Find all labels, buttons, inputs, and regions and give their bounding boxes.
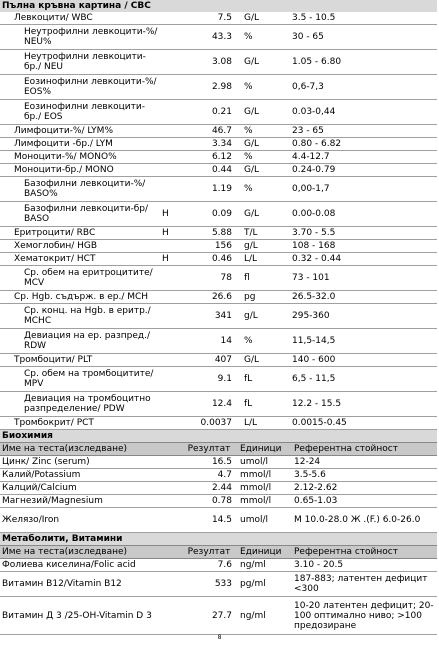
test-name [0, 266, 160, 291]
test-name [0, 367, 160, 392]
result-flag [160, 266, 180, 291]
table-row [0, 266, 437, 291]
result-unit: G/L [238, 138, 286, 151]
table-row [0, 597, 437, 635]
reference-range: 6,5 - 11,5 [286, 367, 437, 392]
col-header-ref: Референтна стойност [288, 546, 437, 559]
result-flag [160, 164, 180, 177]
table-row [0, 417, 437, 430]
test-name-text: Ср. обем на тромбоцитите/ MPV [24, 369, 154, 389]
result-unit: fL [238, 392, 286, 417]
test-name-text: Ср. обем на еритроцитите/ MCV [24, 268, 153, 288]
table-row [0, 227, 437, 240]
result-flag [160, 392, 180, 417]
col-header-result: Резултат [180, 443, 238, 456]
result-unit: G/L [238, 164, 286, 177]
result-unit: g/L [238, 304, 286, 329]
table-row [0, 304, 437, 329]
metabolites-column-headers [0, 546, 437, 559]
table-row [0, 240, 437, 253]
table-row [0, 482, 437, 495]
result-value: 16.5 [180, 456, 238, 469]
result-unit: % [238, 125, 286, 138]
section-title: Метаболити, Витамини [0, 533, 437, 546]
table-row [0, 508, 437, 533]
test-name: Еритроцити/ RBC [0, 227, 160, 240]
table-row [0, 572, 437, 597]
test-name: Калий/Potassium [0, 469, 180, 482]
result-value: 7.5 [180, 12, 238, 25]
result-flag [160, 100, 180, 125]
result-value: 2.44 [180, 482, 238, 495]
col-header-result: Резултат [180, 546, 238, 559]
table-row [0, 202, 437, 227]
result-unit: fL [238, 367, 286, 392]
test-name: Лимфоцити-%/ LYM% [0, 125, 160, 138]
reference-range: 0.0015-0.45 [286, 417, 437, 430]
test-name: Калций/Calcium [0, 482, 180, 495]
result-flag [160, 125, 180, 138]
test-name [0, 177, 160, 202]
table-row [0, 456, 437, 469]
result-value: 27.7 [180, 597, 238, 635]
result-value: 14 [180, 329, 238, 354]
result-unit: ng/ml [238, 597, 288, 635]
table-row [0, 25, 437, 50]
reference-range: 0.65-1.03 [288, 495, 437, 508]
test-name: Тромбоцити/ PLT [0, 354, 160, 367]
reference-range: 0,6-7,3 [286, 75, 437, 100]
result-value: 341 [180, 304, 238, 329]
result-unit: ng/ml [238, 559, 288, 572]
reference-range: 0.24-0.79 [286, 164, 437, 177]
biochem-section-header [0, 430, 437, 443]
test-name: Моноцити-%/ MONO% [0, 151, 160, 164]
table-row [0, 392, 437, 417]
reference-range: 0.80 - 6.82 [286, 138, 437, 151]
col-header-unit: Единици [238, 546, 288, 559]
test-name-text: Ср. конц. на Hgb. в еритр./ MCHC [24, 306, 151, 326]
result-value: 3.34 [180, 138, 238, 151]
result-flag [160, 50, 180, 75]
reference-range: 3.5 - 10.5 [286, 12, 437, 25]
test-name [0, 304, 160, 329]
result-value: 0.78 [180, 495, 238, 508]
test-name-text: Девиация на ер. разпред./ RDW [24, 331, 150, 351]
result-flag [160, 12, 180, 25]
result-value: 5.88 [180, 227, 238, 240]
result-value: 6.12 [180, 151, 238, 164]
table-row [0, 151, 437, 164]
reference-range: 3.70 - 5.5 [286, 227, 437, 240]
test-name [0, 100, 160, 125]
result-value: 14.5 [180, 508, 238, 533]
result-value: 0.09 [180, 202, 238, 227]
reference-range: 1.05 - 6.80 [286, 50, 437, 75]
result-flag [160, 151, 180, 164]
result-value: 1.19 [180, 177, 238, 202]
result-unit: % [238, 151, 286, 164]
col-header-name: Име на теста(изследване) [0, 546, 180, 559]
reference-range: 0.00-0.08 [286, 202, 437, 227]
result-unit: L/L [238, 417, 286, 430]
col-header-name: Име на теста(изследване) [0, 443, 180, 456]
reference-range: 3.10 - 20.5 [288, 559, 437, 572]
result-value: 46.7 [180, 125, 238, 138]
reference-range: М 10.0-28.0 Ж .(F.) 6.0-26.0 [288, 508, 437, 533]
result-flag: H [160, 202, 180, 227]
result-flag [160, 367, 180, 392]
reference-range: 3.5-5.6 [288, 469, 437, 482]
reference-range: 73 - 101 [286, 266, 437, 291]
table-row [0, 164, 437, 177]
test-name: Тромбокрит/ PCT [0, 417, 160, 430]
reference-range: 140 - 600 [286, 354, 437, 367]
result-value: 3.08 [180, 50, 238, 75]
test-name: Моноцити-бр./ MONO [0, 164, 160, 177]
result-flag [160, 75, 180, 100]
result-value: 156 [180, 240, 238, 253]
reference-range: 12.2 - 15.5 [286, 392, 437, 417]
result-unit: % [238, 177, 286, 202]
reference-range: 0.03-0,44 [286, 100, 437, 125]
col-header-unit: Единици [238, 443, 288, 456]
result-unit: G/L [238, 100, 286, 125]
result-flag [160, 417, 180, 430]
reference-range: 11,5-14,5 [286, 329, 437, 354]
result-value: 78 [180, 266, 238, 291]
test-name: Витамин Д 3 /25-OH-Vitamin D 3 [0, 597, 180, 635]
table-row [0, 75, 437, 100]
result-unit: % [238, 329, 286, 354]
result-value: 2.98 [180, 75, 238, 100]
result-flag [160, 354, 180, 367]
reference-range: 2.12-2.62 [288, 482, 437, 495]
result-flag [160, 304, 180, 329]
page-number: 8 [217, 634, 222, 641]
result-value: 533 [180, 572, 238, 597]
result-value: 0.46 [180, 253, 238, 266]
test-name: Левкоцити/ WBC [0, 12, 160, 25]
test-name: Хематокрит/ HCT [0, 253, 160, 266]
result-value: 43.3 [180, 25, 238, 50]
reference-range: 187-883; латентен дефицит <300 [288, 572, 437, 597]
reference-range: 108 - 168 [286, 240, 437, 253]
result-unit: L/L [238, 253, 286, 266]
reference-range: 0.32 - 0.44 [286, 253, 437, 266]
metabolites-section-header [0, 533, 437, 546]
table-row [0, 138, 437, 151]
reference-range: 295-360 [286, 304, 437, 329]
result-unit: mmol/l [238, 469, 288, 482]
table-row [0, 177, 437, 202]
reference-range: 26.5-32.0 [286, 291, 437, 304]
test-name: Цинк/ Zinc (serum) [0, 456, 180, 469]
result-unit: G/L [238, 354, 286, 367]
test-name: Лимфоцити -бр./ LYM [0, 138, 160, 151]
result-value: 4.7 [180, 469, 238, 482]
result-flag [160, 240, 180, 253]
biochem-table [0, 430, 437, 533]
test-name: Хемоглобин/ HGB [0, 240, 160, 253]
result-unit: % [238, 75, 286, 100]
table-row [0, 50, 437, 75]
result-unit: G/L [238, 12, 286, 25]
table-row [0, 12, 437, 25]
test-name [0, 202, 160, 227]
result-value: 0.21 [180, 100, 238, 125]
table-row [0, 367, 437, 392]
metabolites-table [0, 533, 437, 635]
result-value: 7.6 [180, 559, 238, 572]
result-unit: pg [238, 291, 286, 304]
test-name-text: Базофилни левкоцити-бр/ BASO [24, 204, 149, 224]
test-name-text: Еозинофилни левкоцити-%/ EOS% [24, 77, 157, 97]
test-name-text: Неутрофилни левкоцити-%/ NEU% [24, 27, 158, 47]
result-unit: % [238, 25, 286, 50]
test-name: Ср. Hgb. съдърж. в ер./ MCH [0, 291, 160, 304]
result-value: 407 [180, 354, 238, 367]
result-unit: g/L [238, 240, 286, 253]
result-value: 0.44 [180, 164, 238, 177]
test-name-text: Девиация на тромбоцитно разпределение/ PDW [24, 394, 151, 414]
col-header-ref: Референтна стойност [288, 443, 437, 456]
biochem-column-headers [0, 443, 437, 456]
test-name [0, 392, 160, 417]
test-name-text: Базофилни левкоцити-%/ BASO% [24, 179, 146, 199]
result-unit: mmol/l [238, 482, 288, 495]
reference-range: 12-24 [288, 456, 437, 469]
test-name: Фолиева киселина/Folic acid [0, 559, 180, 572]
table-row [0, 329, 437, 354]
test-name-text: Еозинофилни левкоцити-бр./ EOS [24, 102, 145, 122]
table-row [0, 253, 437, 266]
test-name [0, 25, 160, 50]
result-flag: H [160, 227, 180, 240]
table-row [0, 495, 437, 508]
table-row [0, 125, 437, 138]
section-title: Пълна кръвна картина / CBC [0, 0, 437, 12]
table-row [0, 559, 437, 572]
table-row [0, 469, 437, 482]
result-unit: umol/l [238, 456, 288, 469]
result-flag: H [160, 253, 180, 266]
result-unit: T/L [238, 227, 286, 240]
reference-range: 10-20 латентен дефицит; 20-100 оптимално ниво; >100 предозиране [288, 597, 437, 635]
section-title: Биохимия [0, 430, 437, 443]
result-unit: G/L [238, 50, 286, 75]
test-name [0, 329, 160, 354]
cbc-section-header [0, 0, 437, 12]
result-flag [160, 291, 180, 304]
reference-range: 4.4-12.7 [286, 151, 437, 164]
table-row [0, 354, 437, 367]
result-unit: umol/l [238, 508, 288, 533]
result-unit: mmol/l [238, 495, 288, 508]
test-name [0, 75, 160, 100]
result-flag [160, 329, 180, 354]
result-flag [160, 177, 180, 202]
result-flag [160, 138, 180, 151]
result-unit: fl [238, 266, 286, 291]
test-name [0, 50, 160, 75]
table-row [0, 291, 437, 304]
result-value: 12.4 [180, 392, 238, 417]
table-row [0, 100, 437, 125]
reference-range: 0,00-1,7 [286, 177, 437, 202]
result-flag [160, 25, 180, 50]
reference-range: 30 - 65 [286, 25, 437, 50]
result-value: 9.1 [180, 367, 238, 392]
test-name: Витамин B12/Vitamin B12 [0, 572, 180, 597]
reference-range: 23 - 65 [286, 125, 437, 138]
test-name-text: Неутрофилни левкоцити-бр./ NEU [24, 52, 146, 72]
result-unit: G/L [238, 202, 286, 227]
test-name: Желязо/Iron [0, 508, 180, 533]
test-name: Магнезий/Magnesium [0, 495, 180, 508]
result-value: 0.0037 [180, 417, 238, 430]
result-unit: pg/ml [238, 572, 288, 597]
result-value: 26.6 [180, 291, 238, 304]
